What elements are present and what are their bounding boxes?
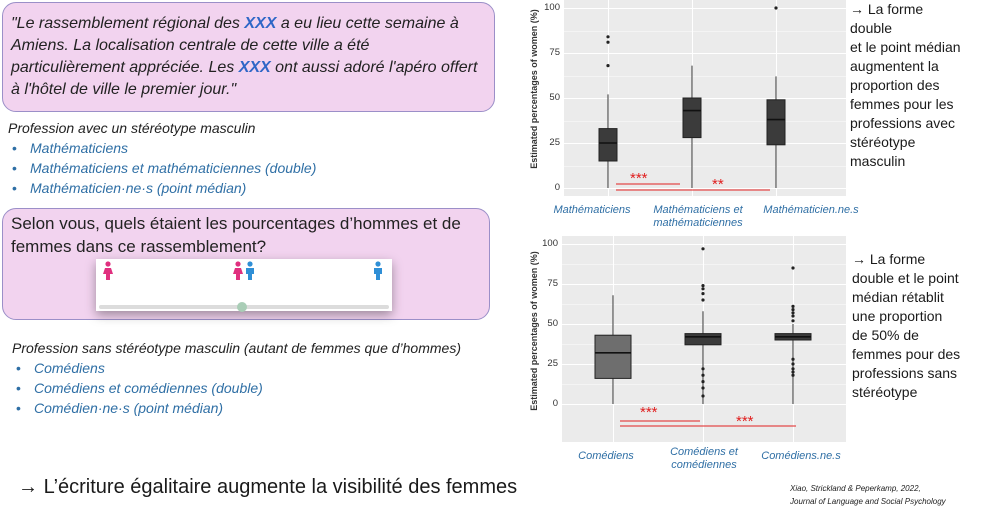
outlier-point [791,305,794,308]
y-tick-label: 75 [547,278,558,289]
boxplot-marks [516,236,846,452]
list-item: • Comédiens et comédiennes (double) [12,378,502,398]
outlier-point [701,386,704,389]
outlier-point [701,367,704,370]
masc-section [8,118,488,198]
boxplot-marks [516,0,846,206]
x-category-label: Comédiens et comédiennes [670,446,738,471]
quote-xxx-2: XXX [238,59,271,76]
chart-masculine [516,0,846,200]
outlier-point [701,287,704,290]
slider-knob[interactable] [237,302,247,312]
box [685,334,721,345]
conclusion-text: L’écriture égalitaire augmente la visibilité des femmes [43,476,518,498]
list-item: • Comédien·ne·s (point médian) [12,398,502,418]
neutral-section [12,338,502,418]
neutral-list [12,358,502,418]
outlier-point [791,319,794,322]
y-tick-label: 100 [544,2,560,13]
x-category-label: Mathématiciens et mathématiciennes [653,204,743,229]
x-category-label: Mathématicien.ne.s [763,204,859,216]
conclusion [18,476,517,499]
male-icon [372,261,384,281]
y-axis-label: Estimated percentages of women (%) [529,251,539,411]
outlier-point [701,394,704,397]
outlier-point [701,247,704,250]
outlier-point [791,311,794,314]
box [599,129,617,161]
masc-title: Profession avec un stéréotype masculin [8,120,256,136]
y-tick-label: 50 [549,92,560,103]
outlier-point [701,292,704,295]
outlier-point [606,64,609,67]
y-tick-label: 75 [549,47,560,58]
x-category-label: Comédiens.ne.s [761,450,841,462]
outlier-point [791,370,794,373]
y-tick-label: 25 [549,137,560,148]
outlier-point [701,298,704,301]
y-tick-label: 50 [547,318,558,329]
quote-text-1: "Le rassemblement régional des [11,15,245,32]
question-text: Selon vous, quels étaient les pourcentages d’hommes et de femmes dans ce rassemblement? [11,214,461,256]
outlier-point [791,308,794,311]
outlier-point [791,367,794,370]
list-item: • Mathématicien·ne·s (point médian) [8,178,488,198]
list-item: • Mathématiciens et mathématiciennes (double) [8,158,488,178]
outlier-point [774,6,777,9]
significance-label: *** [736,413,754,430]
neutral-title: Profession sans stéréotype masculin (autant de femmes que d’hommes) [12,340,461,356]
quote-xxx-1: XXX [244,15,277,32]
box [767,100,785,145]
outlier-point [791,266,794,269]
list-item: • Comédiens [12,358,502,378]
outlier-point [701,380,704,383]
outlier-point [791,358,794,361]
y-tick-label: 0 [552,398,558,409]
masc-list [8,138,488,198]
quote-text-3: ont aussi adoré l'apéro offert à l'hôtel de ville le premier jour." [11,59,478,98]
chart-neutral [516,236,846,442]
list-item: • Mathématiciens [8,138,488,158]
y-tick-label: 25 [547,358,558,369]
note-top: → La forme double et le point médian augmentent la proportion des femmes pour les professions avec stéréotype masculin [850,1,961,169]
x-category-label: Mathématiciens [553,204,631,216]
box [595,335,631,378]
quote-text-2: a eu lieu cette semaine à Amiens. La localisation centrale de cette ville a été particulièrement appréciée. Les [11,15,459,76]
female-icon [102,261,114,281]
significance-label: *** [630,170,648,187]
outlier-point [701,284,704,287]
gender-ratio-slider[interactable] [96,259,392,311]
x-category-label: Comédiens [578,450,634,462]
outlier-point [791,314,794,317]
y-tick-label: 0 [554,182,560,193]
significance-label: ** [712,176,724,193]
quote-box [2,2,495,112]
female-male-icon [232,261,256,281]
outlier-point [606,41,609,44]
outlier-point [791,362,794,365]
arrow-icon: → [850,1,864,17]
y-tick-label: 100 [542,238,558,249]
arrow-icon: → [852,251,866,267]
arrow-icon: → [18,476,38,498]
y-axis-label: Estimated percentages of women (%) [529,9,539,169]
box [683,98,701,138]
outlier-point [791,374,794,377]
significance-label: *** [640,404,658,421]
outlier-point [606,35,609,38]
outlier-point [701,374,704,377]
citation: Xiao, Strickland & Peperkamp, 2022, Journal of Language and Social Psychology [790,484,946,506]
note-bottom: → La forme double et le point médian rétablit une proportion de 50% de femmes pour des professions sans stéréotype [852,251,961,400]
